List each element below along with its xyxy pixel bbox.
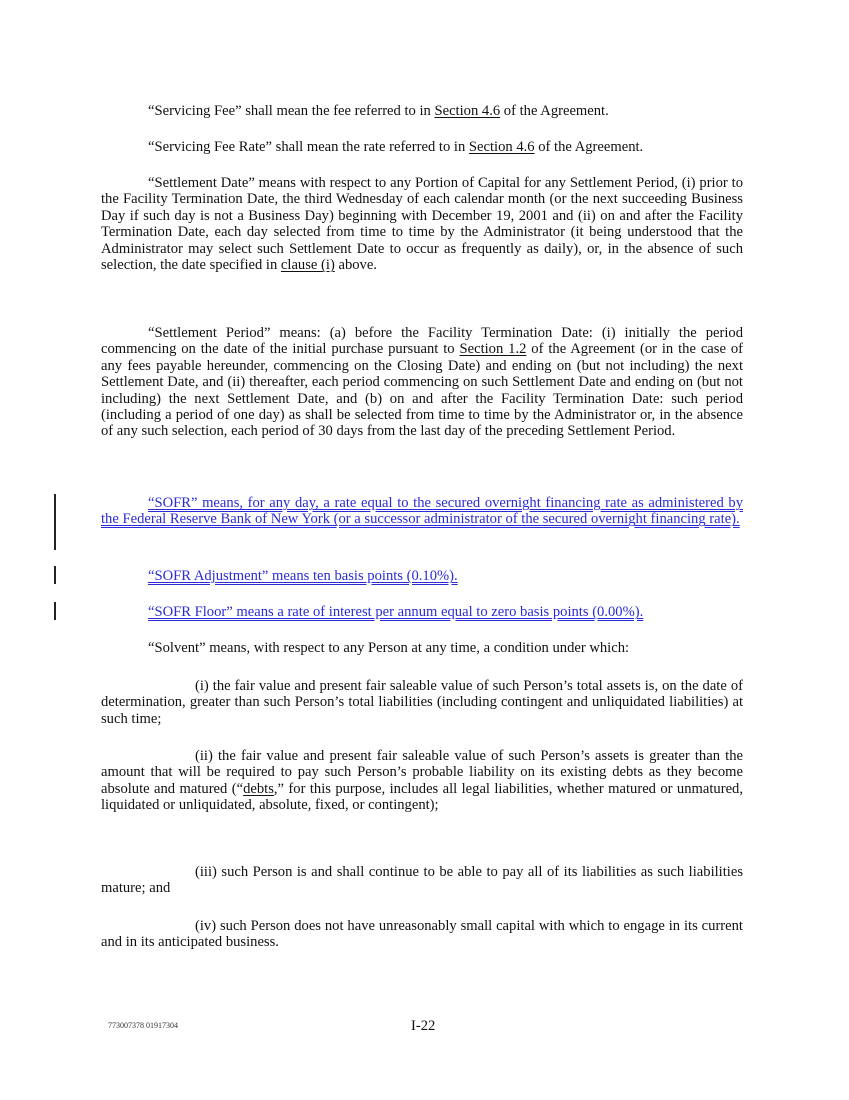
footer-page-number: I-22 bbox=[411, 1018, 436, 1034]
clause-text: (iii) such Person is and shall continue to be able to pay all of its liabilities as such liabilities mature; and bbox=[101, 864, 743, 897]
definition-text: above. bbox=[334, 257, 377, 274]
definition-text: “Servicing Fee” shall mean the fee referred to in bbox=[148, 103, 435, 119]
definition-settlement-period bbox=[101, 325, 743, 440]
definition-text: of the Agreement (or in the case of any fees payable hereunder, commencing on the Closing Date) and ending on (but not including) the next Settlement Date, and (ii) thereafter, each period commencing on such Settlement Date and ending on (but not including) the next Settlement Date, and (b) on and after the Facility Termination Date: such period (including a period of one day) as shall be selected from time to time by the Administrator or, in the absence of any such selection, each period of 30 days from the last day of the preceding Settlement Period. bbox=[101, 341, 743, 440]
definition-sofr bbox=[101, 495, 743, 528]
clause-text: (iv) such Person does not have unreasonably small capital with which to engage in its current and in its anticipated business. bbox=[101, 918, 743, 951]
definition-text: “Solvent” means, with respect to any Person at any time, a condition under which: bbox=[148, 640, 630, 656]
change-bar bbox=[54, 602, 56, 620]
definition-solvent bbox=[101, 640, 743, 656]
defined-term: debts bbox=[243, 780, 274, 797]
solvent-clause-i bbox=[101, 678, 743, 727]
clause-text: (i) the fair value and present fair saleable value of such Person’s total assets is, on the date of determination, greater than such Person’s total liabilities (including contingent and unliquidated liabilities) at such time; bbox=[101, 678, 743, 727]
section-reference: Section 4.6 bbox=[434, 103, 501, 119]
clause-text: (ii) the fair value and present fair saleable value of such Person’s assets is greater than the amount that will be required to pay such Person’s probable liability on its existing debts as they become absolute and matured (“ bbox=[101, 748, 743, 797]
definition-text: of the Agreement. bbox=[500, 103, 609, 119]
definition-settlement-date bbox=[101, 175, 743, 273]
definition-text: “Settlement Period” means: (a) before the Facility Termination Date: (i) initially the period commencing on the date of the initial purchase pursuant to bbox=[101, 325, 743, 358]
definition-sofr-floor bbox=[101, 604, 743, 620]
definition-text: “Servicing Fee Rate” shall mean the rate referred to in bbox=[148, 139, 469, 155]
definition-servicing-fee-rate bbox=[101, 139, 743, 155]
solvent-clause-iii bbox=[101, 864, 743, 897]
change-bar bbox=[54, 566, 56, 584]
footer-document-id: 773007378 01917304 bbox=[108, 1021, 178, 1030]
clause-text: ,” for this purpose, includes all legal liabilities, whether matured or unmatured, liquidated or unliquidated, absolute, fixed, or contingent); bbox=[101, 780, 743, 814]
inserted-text: “SOFR Adjustment” means ten basis points (0.10%). bbox=[148, 568, 458, 584]
solvent-clause-ii bbox=[101, 748, 743, 814]
definition-sofr-adjustment bbox=[101, 568, 743, 584]
inserted-text: “SOFR” means, for any day, a rate equal to the secured overnight financing rate as administered by the Federal Reserve Bank of New York (or a successor administrator of the secured overnight financing rate). bbox=[101, 495, 743, 528]
definition-text: of the Agreement. bbox=[534, 139, 644, 155]
definition-text: “Settlement Date” means with respect to any Portion of Capital for any Settlement Period, (i) prior to the Facility Termination Date, the third Wednesday of each calendar month (or the next succeeding Business Day if such day is not a Business Day) beginning with December 19, 2001 and (ii) on and after the Facility Termination Date, each day selected from time to time by the Administrator (it being understood that the Administrator may select such Settlement Date to occur as frequently as daily), or, in the absence of such selection, the date specified in bbox=[101, 175, 743, 274]
clause-reference: clause (i) bbox=[280, 257, 335, 274]
section-reference: Section 4.6 bbox=[468, 139, 535, 155]
section-reference: Section 1.2 bbox=[459, 341, 527, 358]
change-bar bbox=[54, 494, 56, 550]
inserted-text: “SOFR Floor” means a rate of interest per annum equal to zero basis points (0.00%). bbox=[148, 604, 644, 620]
solvent-clause-iv bbox=[101, 918, 743, 951]
definition-servicing-fee bbox=[101, 103, 743, 119]
